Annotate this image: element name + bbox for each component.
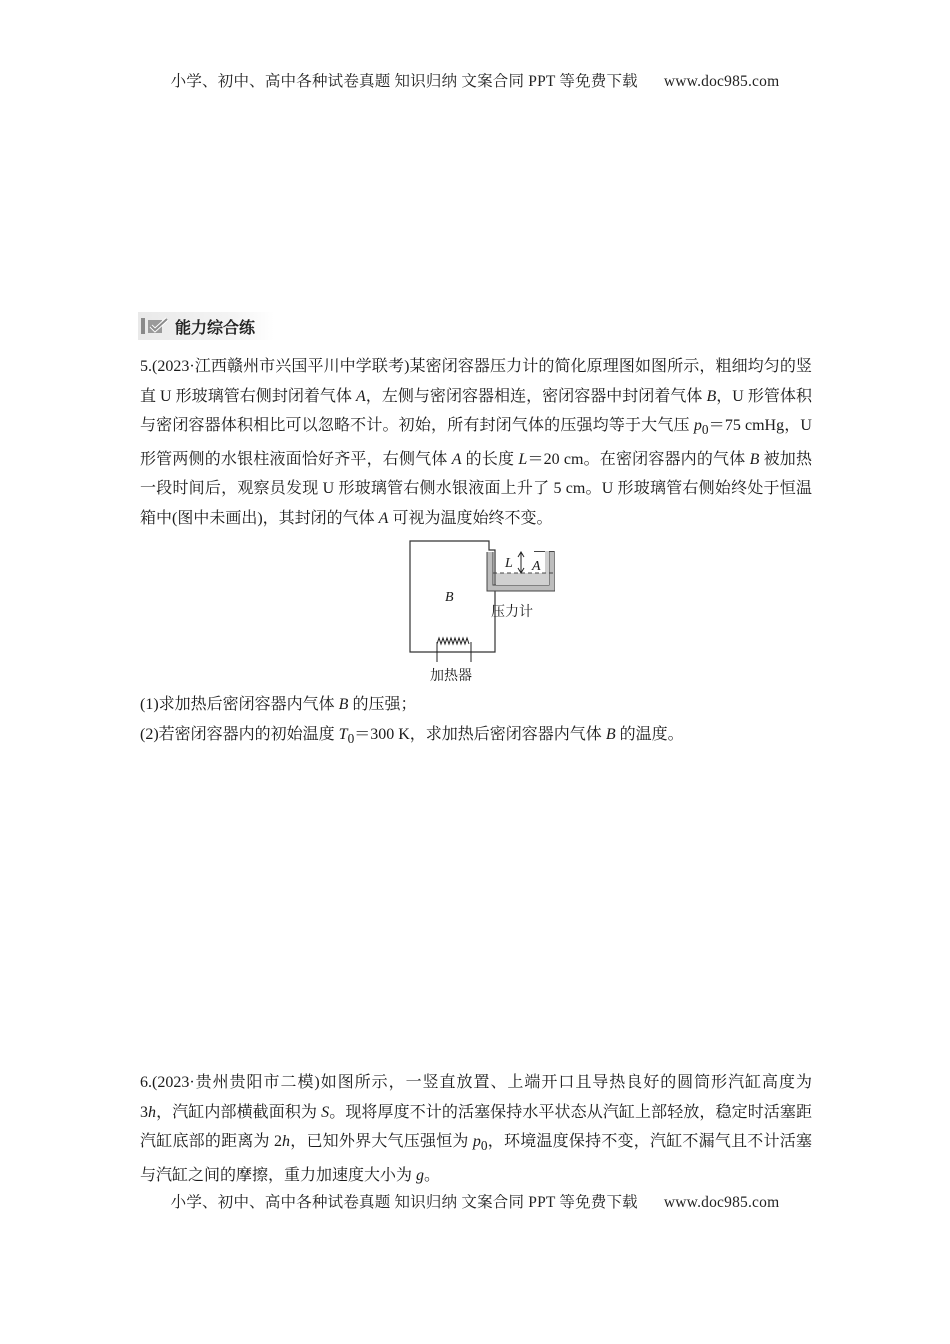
question-source: (2023·江西赣州市兴国平川中学联考) bbox=[152, 358, 410, 375]
question-number: 5. bbox=[140, 358, 152, 375]
footer-banner-site: www.doc985.com bbox=[663, 1194, 780, 1211]
checkbox-check-icon bbox=[147, 317, 169, 335]
header-banner-text: 小学、初中、高中各种试卷真题 知识归纳 文案合同 PPT 等免费下载 bbox=[170, 73, 638, 90]
section-bar-decoration bbox=[141, 318, 145, 334]
subquestion-1: (1)求加热后密闭容器内气体 B 的压强； bbox=[140, 696, 417, 713]
question-5: 5.(2023·江西赣州市兴国平川中学联考)某密闭容器压力计的简化原理图如图所示，粗细均匀的竖直 U 形玻璃管右侧封闭着气体 A，左侧与密闭容器相连，密闭容器中封闭着气体 B，U 形管体积与密闭容器体积相比可以忽略不计。初始，所有封闭气体的压强均等于大气压 $p_0=75$ cmHg，U 形管两侧的水银柱液面恰好齐平，右侧气体 A 的长度 L＝20 cm。在密闭容器内的气体 B 被加热一段时间后，观察员发现 U 形玻璃管右侧水银液面上升了 5 cm。U 形玻璃管右侧始终处于恒温箱中(图中未画出)，其封闭的气体 A 可视为温度始终不变。 bbox=[140, 358, 812, 527]
label-pressure-gauge: 压力计 bbox=[491, 605, 533, 620]
question-number: 6. bbox=[140, 1074, 152, 1091]
pressure-gauge-diagram bbox=[405, 538, 555, 688]
footer-banner bbox=[0, 1190, 950, 1212]
label-length-l: L bbox=[505, 556, 513, 571]
subquestion-2: (2)若密闭容器内的初始温度 $T_0=300$ K，求加热后密闭容器内气体 B 的温度。 bbox=[140, 726, 684, 747]
section-heading bbox=[138, 312, 274, 340]
label-gas-a: A bbox=[532, 559, 541, 574]
header-banner bbox=[0, 69, 950, 91]
label-gas-b: B bbox=[445, 590, 454, 605]
question-6: 6.(2023·贵州贵阳市二模)如图所示，一竖直放置、上端开口且导热良好的圆筒形汽缸高度为 3h，汽缸内部横截面积为 S。现将厚度不计的活塞保持水平状态从汽缸上部轻放，稳定时活塞距汽缸底部的距离为 2h，已知外界大气压强恒为 $p_0$，环境温度保持不变，汽缸不漏气且不计活塞与汽缸之间的摩擦，重力加速度大小为 g。 bbox=[140, 1074, 812, 1184]
section-title: 能力综合练 bbox=[175, 317, 256, 337]
footer-banner-text: 小学、初中、高中各种试卷真题 知识归纳 文案合同 PPT 等免费下载 bbox=[170, 1194, 638, 1211]
label-heater: 加热器 bbox=[430, 669, 472, 684]
header-banner-site: www.doc985.com bbox=[663, 73, 780, 90]
question-source: (2023·贵州贵阳市二模) bbox=[152, 1074, 320, 1091]
